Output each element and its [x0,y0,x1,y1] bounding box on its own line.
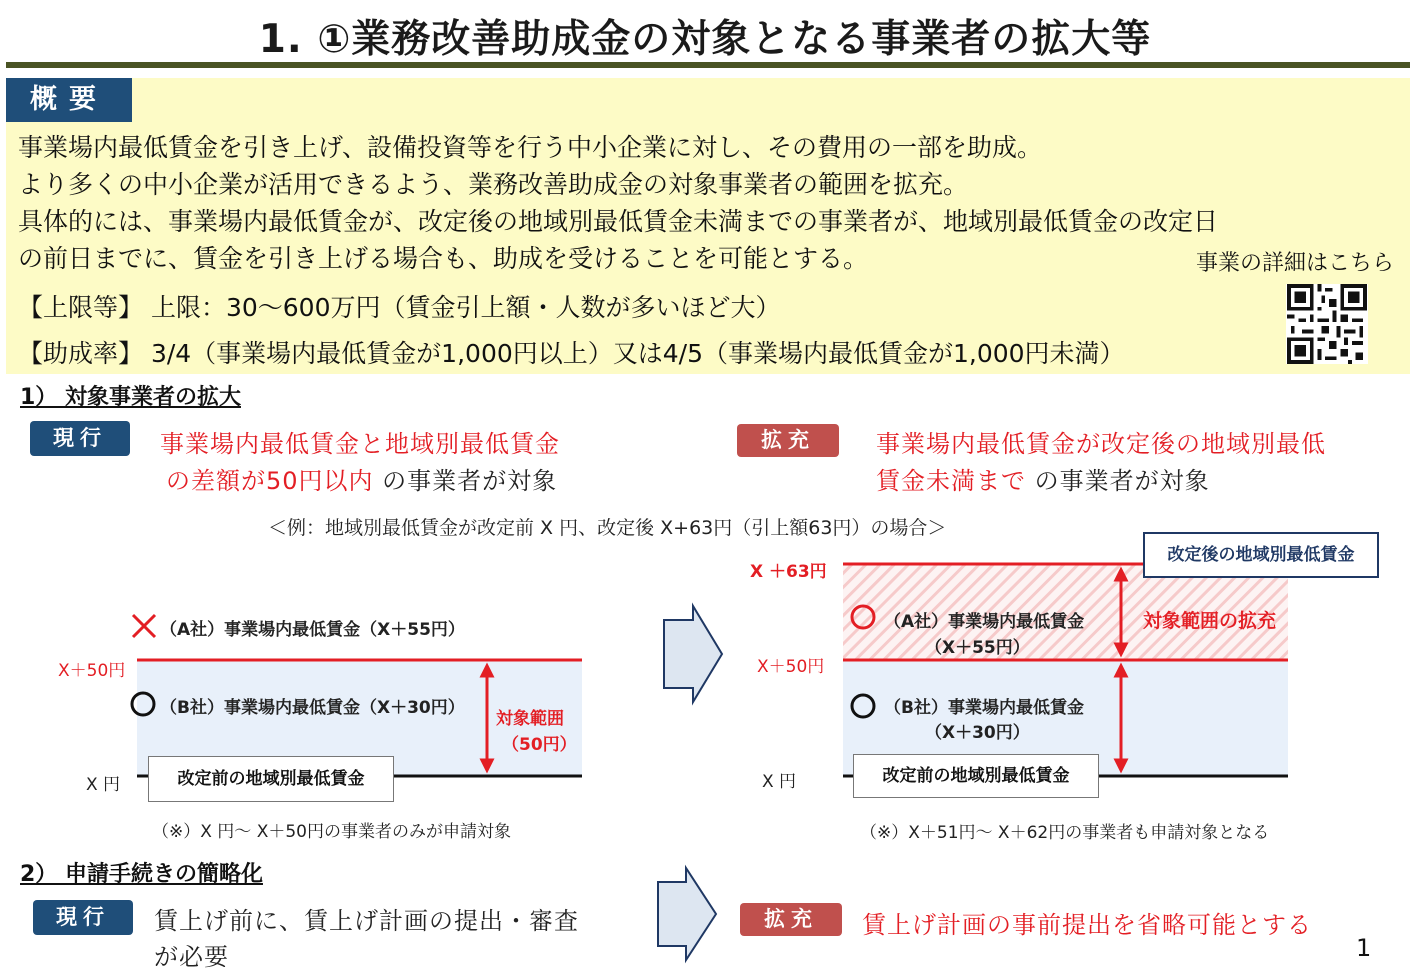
expand-badge: 拡充 [737,424,839,457]
right-after-box: 改定後の地域別最低賃金 [1143,532,1379,578]
right-company-b-2: （X＋30円） [925,723,1030,743]
summary-tab: 概要 [6,78,132,122]
left-range-label-2: （50円） [502,735,577,755]
current-desc-black: の事業者が対象 [373,467,558,495]
section1-heading: 1） 対象事業者の拡大 [20,385,241,410]
right-expansion-label: 対象範囲の拡充 [1143,610,1277,632]
current-badge: 現行 [30,421,130,456]
right-x-yen-label: X 円 [762,772,797,792]
expand-desc-black: の事業者が対象 [1026,467,1210,495]
right-company-b-1: （B社）事業場内最低賃金 [884,698,1084,718]
left-note: （※）X 円～ X＋50円の事業者のみが申請対象 [152,822,511,842]
right-company-a-1: （A社）事業場内最低賃金 [884,612,1085,632]
summary-line-2: より多くの中小企業が活用できるよう、業務改善助成金の対象事業者の範囲を拡充。 [18,170,969,199]
right-x63-label: X ＋63円 [750,562,827,582]
right-note: （※）X＋51円～ X＋62円の事業者も申請対象となる [860,823,1270,843]
cross-icon [133,615,155,637]
current-text-2: が必要 [154,943,229,971]
section2-heading: 2） 申請手続きの簡略化 [20,862,263,887]
right-before-box: 改定前の地域別最低賃金 [853,754,1099,798]
right-arrow-icon [664,606,722,702]
left-x-yen-label: X 円 [86,775,121,795]
rate-line: 【助成率】 3/4（事業場内最低賃金が1,000円以上）又は4/5（事業場内最低賃金が1,000円未満） [18,339,1125,368]
left-before-box: 改定前の地域別最低賃金 [148,756,394,802]
example-caption: ＜例：地域別最低賃金が改定前 X 円、改定後 X+63円（引上額63円）の場合＞ [268,517,947,539]
page-title: 1. ①業務改善助成金の対象となる事業者の拡大等 [258,17,1152,62]
page-number: 1 [1356,934,1372,962]
current-desc-red-2: の差額が50円以内 [166,467,374,495]
right-arrow-icon-2 [658,868,716,960]
left-company-a: （A社）事業場内最低賃金（X＋55円） [160,620,465,640]
current-badge-2: 現行 [33,900,133,935]
detail-link[interactable]: 事業の詳細はこちら [1196,251,1395,276]
left-x50-label: X＋50円 [58,661,126,681]
summary-line-1: 事業場内最低賃金を引き上げ、設備投資等を行う中小企業に対し、その費用の一部を助成。 [18,133,1043,162]
summary-line-4: の前日までに、賃金を引き上げる場合も、助成を受けることを可能とする。 [18,244,869,273]
left-company-b: （B社）事業場内最低賃金（X＋30円） [160,698,465,718]
current-desc-red-1: 事業場内最低賃金と地域別最低賃金 [160,430,560,458]
left-range-label-1: 対象範囲 [496,709,564,729]
summary-line-3: 具体的には、事業場内最低賃金が、改定後の地域別最低賃金未満までの事業者が、地域別最低賃金の改定日 [18,207,1219,236]
right-x50-label: X＋50円 [757,657,825,677]
expand-badge-2: 拡充 [740,903,842,936]
limit-line: 【上限等】 上限：30～600万円（賃金引上額・人数が多いほど大） [18,293,781,322]
expand-text: 賃上げ計画の事前提出を省略可能とする [862,911,1312,939]
current-text-1: 賃上げ前に、賃上げ計画の提出・審査 [154,907,579,935]
right-company-a-2: （X＋55円） [925,638,1030,658]
expand-desc-red-1: 事業場内最低賃金が改定後の地域別最低 [876,430,1326,458]
expand-desc-red-2: 賃金未満まで [876,467,1026,495]
